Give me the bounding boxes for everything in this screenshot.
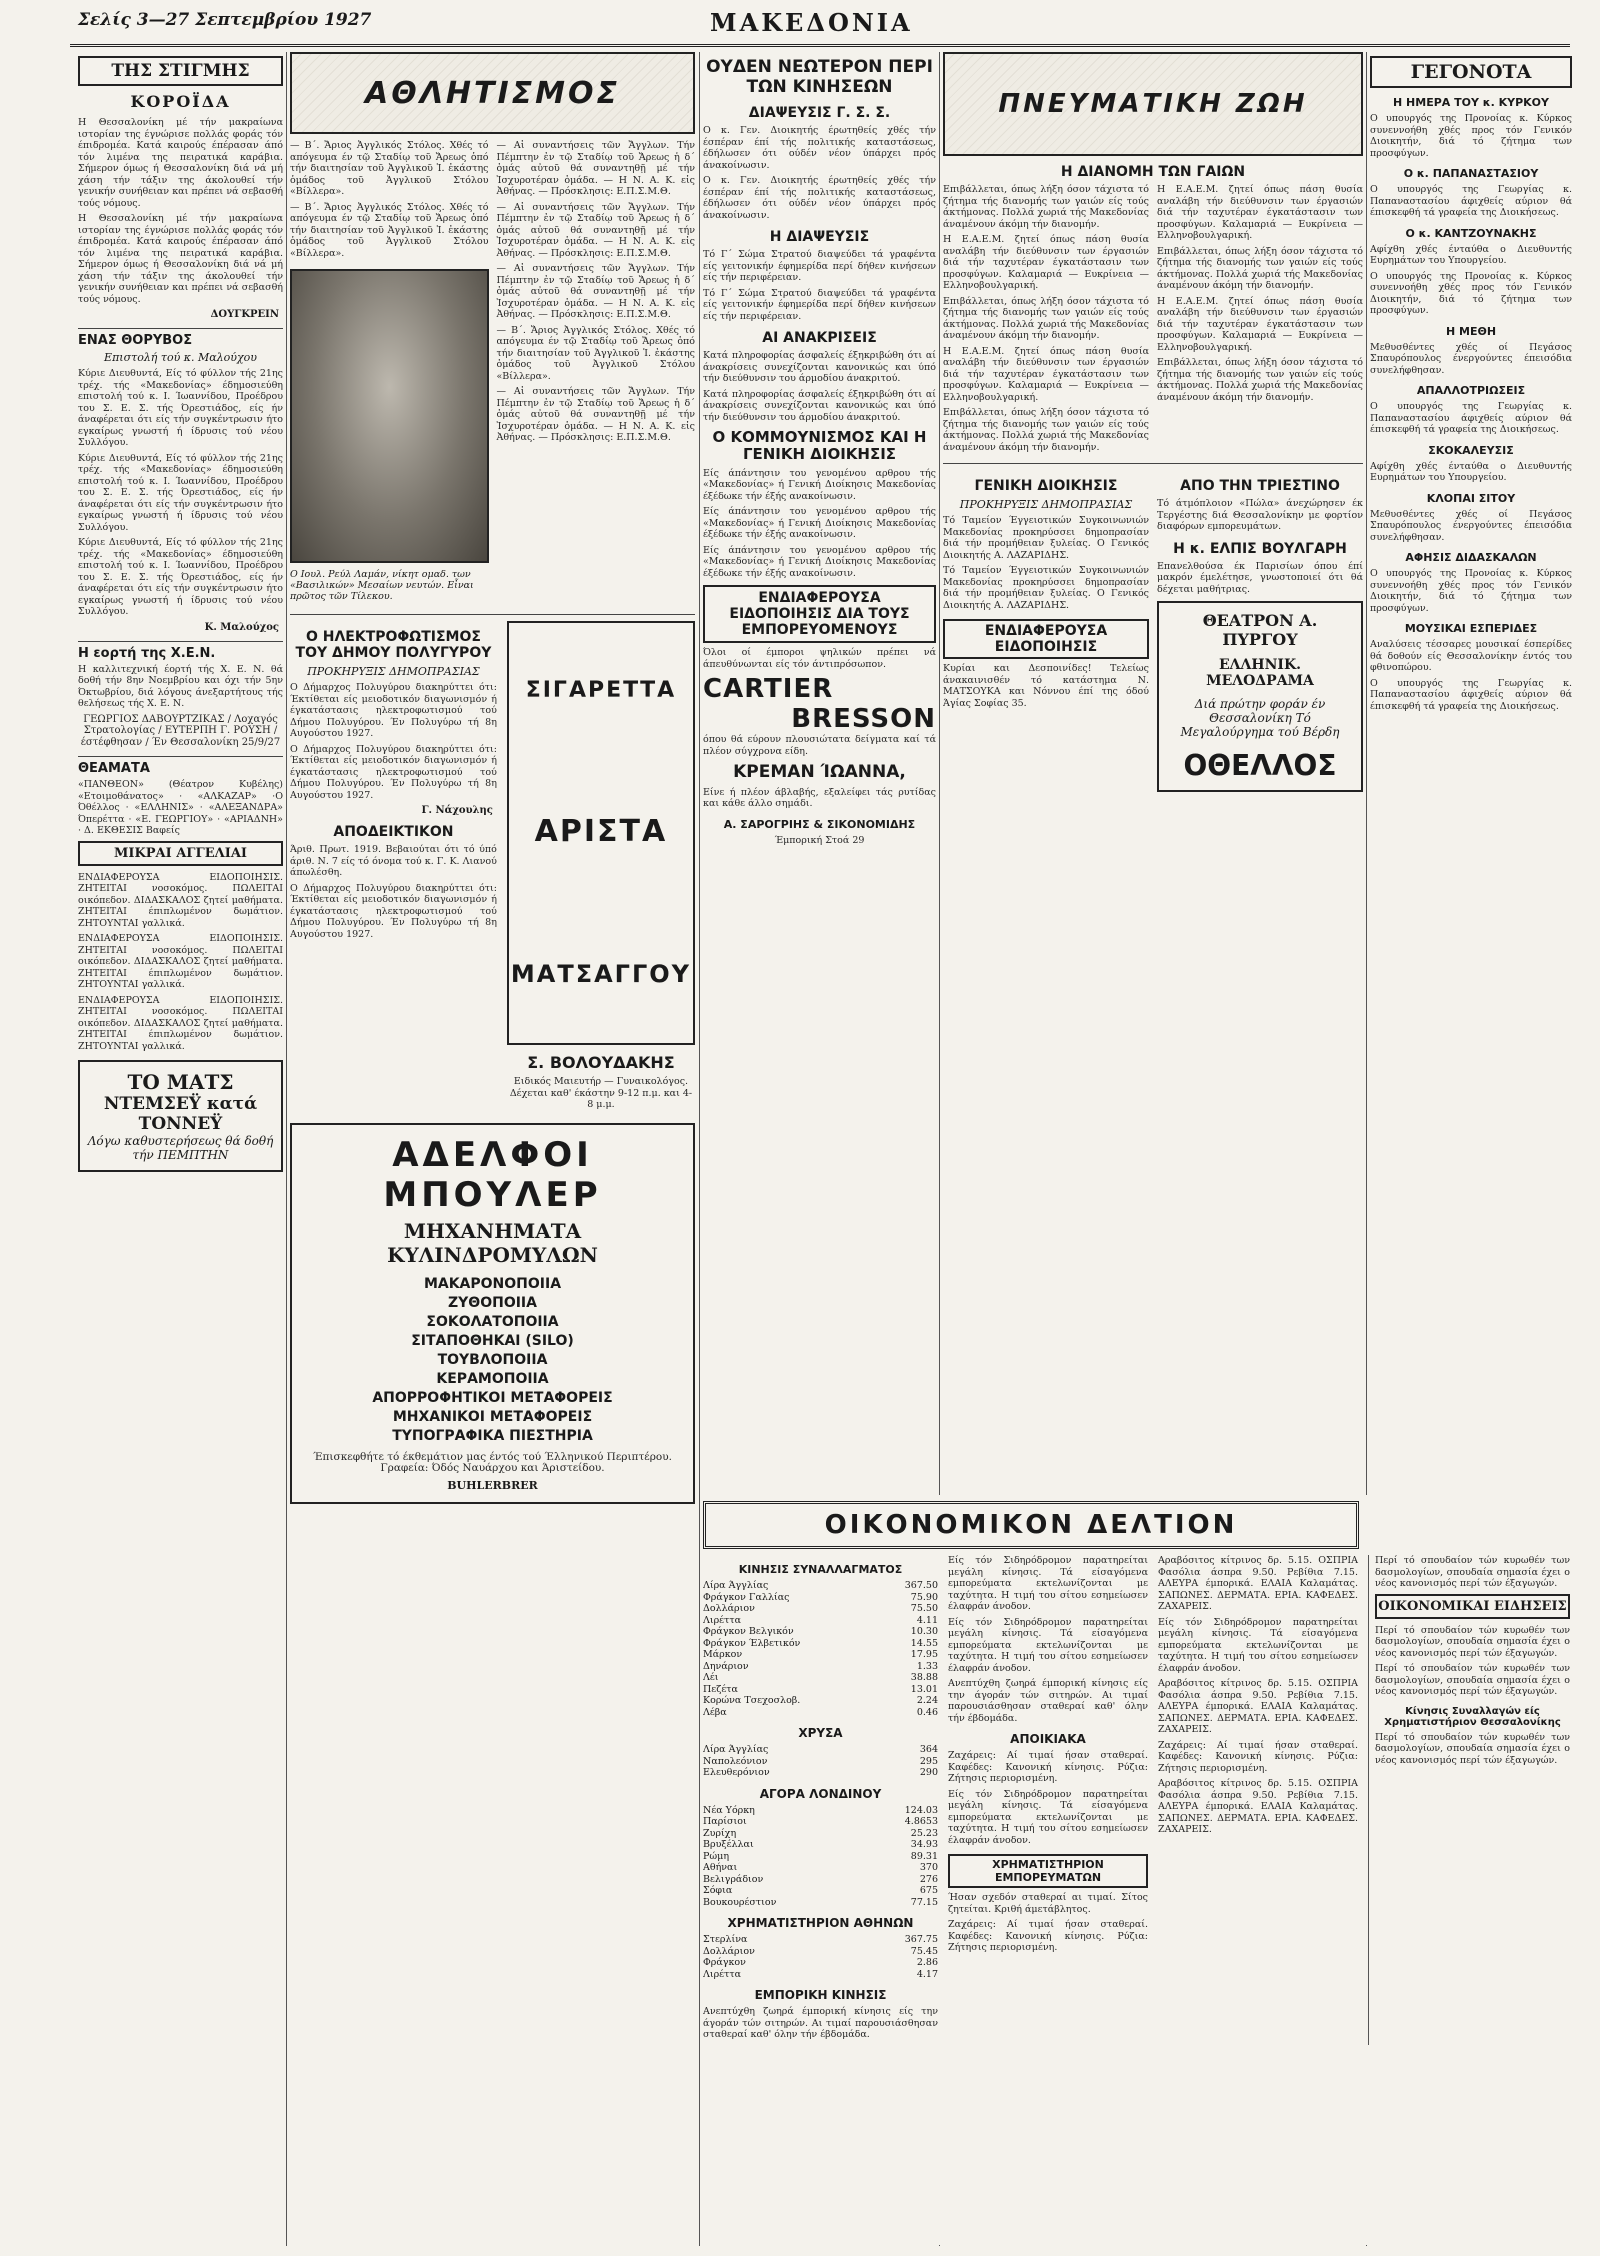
fx-value: 1.33 bbox=[916, 1660, 938, 1672]
fx-value: 17.95 bbox=[910, 1649, 938, 1660]
news-heading: ΚΛΟΠΑΙ ΣΙΤΟΥ bbox=[1426, 491, 1516, 505]
fx-label: Φράγκον Βελγικόν bbox=[703, 1626, 794, 1637]
land-body-cont2: Επιβάλλεται, όπως λήξη όσον τάχιστα τό ζήτημα τής διανομής των γαιών είς τούς άκτήμονας. Πολλά χωριά τής Μακεδονίας άναμένουν άκόμη τήν διανομήν. bbox=[943, 295, 1149, 341]
fx-row bbox=[703, 1672, 938, 1684]
theatre-ad bbox=[1157, 601, 1363, 792]
finance-right-body: Αραβόσιτος κίτρινος δρ. 5.15. ΟΣΠΡΙΑ Φασόλια άσπρα 9.50. Ρεβίθια 7.15. ΑΛΕΥΡΑ έμπορικά. ΕΛΑΙΑ Καλαμάτας. ΣΑΠΩΝΕΣ. ΔΕΡΜΑΤΑ. ΕΡΙΑ. ΚΑΦΕΔΕΣ. ΖΑΧΑΡΕΙΣ. bbox=[1158, 1555, 1358, 1612]
finance-col5-body: Περί τό σπουδαίον τών κυρωθέν των δασμολογίων, σπουδαία σημασία έχει ο νέος κανονισμός περί τών έξαγωγών. bbox=[1375, 1555, 1570, 1589]
land-body-cont4: Επιβάλλεται, όπως λήξη όσον τάχιστα τό ζήτημα τής διανομής των γαιών είς τούς άκτήμονας. Πολλά χωριά τής Μακεδονίας άναμένουν άκόμη τήν διανομήν. bbox=[943, 407, 1149, 453]
fx-value: 10.30 bbox=[910, 1626, 938, 1637]
news-heading: ΣΚΟΚΑΛΕΥΣΙΣ bbox=[1428, 443, 1514, 457]
london-label: Σόφια bbox=[703, 1885, 733, 1896]
fx-label: Πεζέτα bbox=[703, 1683, 738, 1695]
gold-row bbox=[703, 1767, 938, 1779]
buhler-product-item: ΤΥΠΟΓΡΑΦΙΚΑ ΠΙΕΣΤΗΡΙΑ bbox=[392, 1427, 593, 1444]
brand-cartier: CARTIER bbox=[703, 674, 834, 705]
event-body: Η καλλιτεχνική έορτή τής Χ. Ε. Ν. θά δοθή τήν 8ην Νοεμβρίου και όχι τήν 5ην Όκτωβρίου, διά λόγους άνεξαρτήτους τής θελήσεως τής Χ. Ε. Ν. bbox=[78, 663, 283, 709]
buhler-products bbox=[300, 1275, 685, 1446]
buhler-signature: BUHLERBRER bbox=[447, 1478, 538, 1492]
column-1 bbox=[78, 52, 283, 2246]
fx-row bbox=[703, 1684, 938, 1696]
athens-label: Φράγκον bbox=[703, 1957, 746, 1968]
communism-heading: Ο ΚΟΜΜΟΥΝΙΣΜΟΣ ΚΑΙ Η ΓΕΝΙΚΗ ΔΙΟΙΚΗΣΙΣ bbox=[712, 428, 927, 464]
london-value: 370 bbox=[919, 1862, 938, 1873]
news-body: Μεθυσθέντες χθές οί Πεγάσος Σπαυρόπουλος ένεργούντες έπεισόδια συνελήφθησαν. bbox=[1370, 341, 1572, 376]
buhler-footer: Έπισκεφθήτε τό έκθεμάτιον μας έντός τού Έλληνικού Περιπτέρου. Γραφεία: Όδός Ναυάρχου και Άριστείδου. bbox=[313, 1450, 672, 1474]
athens-heading: ΧΡΗΜΑΤΙΣΤΗΡΙΟΝ ΑΘΗΝΩΝ bbox=[727, 1916, 914, 1930]
athens-row bbox=[703, 1957, 938, 1969]
doctor-name: Σ. ΒΟΛΟΥΔΑΚΗΣ bbox=[527, 1053, 675, 1072]
fx-value: 367.50 bbox=[904, 1580, 938, 1591]
athens-value: 367.75 bbox=[904, 1934, 938, 1945]
electricity-heading: Ο ΗΛΕΚΤΡΟΦΩΤΙΣΜΟΣ ΤΟΥ ΔΗΜΟΥ ΠΟΛΥΓΥΡΟΥ bbox=[295, 629, 492, 661]
news-body: Ο υπουργός της Γεωργίας κ. Παπαναστασίου άφιχθείς αύριον θά έπισκεφθή τά γραφεία της Διοικήσεως. bbox=[1370, 401, 1572, 435]
trade-heading: ΕΜΠΟΡΙΚΗ ΚΙΝΗΣΙΣ bbox=[754, 1988, 887, 2002]
fx-table bbox=[703, 1580, 938, 1718]
fx-value: 38.88 bbox=[910, 1672, 938, 1683]
apoikiaka-body: Ζαχάρεις: Αί τιμαί ήσαν σταθεραί. Καφέδες: Κανονική κίνησις. Ρύζια: Ζήτησις περιορισμένη. bbox=[948, 1750, 1148, 1784]
news-heading: Ο κ. ΚΑΝΤΖΟΥΝΑΚΗΣ bbox=[1405, 226, 1537, 240]
receipt-body-cont: Ο Δήμαρχος Πολυγύρου διακηρύττει ότι: Έκτίθεται είς μειοδοτικόν διαγωνισμόν ή έγκατάστασις ηλεκτροφωτισμού τού Δήμου Πολυγύρου. Έν Πολυγύρω τή 8η Αυγούστου 1927. bbox=[290, 882, 497, 940]
denial-heading: Η ΔΙΑΨΕΥΣΙΣ bbox=[769, 229, 870, 246]
doctor-body: Ειδικός Μαιευτήρ — Γυναικολόγος. Δέχεται καθ' έκάστην 9-12 π.μ. και 4-8 μ.μ. bbox=[509, 1076, 693, 1110]
london-label: Παρίσιοι bbox=[703, 1816, 747, 1827]
theatre-ad-play: ΟΘΕΛΛΟΣ bbox=[1183, 749, 1337, 782]
voulgari-heading: Η κ. ΕΛΠΙΣ ΒΟΥΛΓΑΡΗ bbox=[1173, 540, 1347, 557]
fx-value: 14.55 bbox=[910, 1637, 938, 1649]
london-label: Ζυρίχη bbox=[703, 1827, 737, 1839]
wedding-notice: ΓΕΩΡΓΙΟΣ ΔΑΒΟΥΡΤΖΙΚΑΣ / Λοχαγός Στρατολογίας / ΕΥΤΕΡΠΗ Γ. ΡΟΥΣΗ / έστέφθησαν / Έν Θεσσαλονίκη 25/9/27 bbox=[80, 713, 281, 748]
paper-title: ΜΑΚΕΔΟΝΙΑ bbox=[710, 8, 913, 37]
london-value: 89.31 bbox=[910, 1850, 938, 1862]
fx-label: Κορώνα Τσεχοσλοβ. bbox=[703, 1695, 801, 1706]
athens-label: Δολλάριον bbox=[703, 1945, 755, 1957]
fx-row bbox=[703, 1615, 938, 1627]
news-body: Ο υπουργός της Γεωργίας κ. Παπαναστασίου άφιχθείς αύριον θά έπισκεφθή τά γραφεία της Διοικήσεως. bbox=[1370, 184, 1572, 218]
land-body-b: Η Ε.Α.Ε.Μ. ζητεί όπως πάση θυσία αναλάβη τήν διεύθυνσιν των έργασιών διά τήν ταχυτέραν έγκατάστασιν των προσφύγων. Καλαμαριά — Ευκρίνεια — Ελληνοβουλγαρική. bbox=[1157, 184, 1363, 241]
london-value: 77.15 bbox=[910, 1896, 938, 1908]
photo-caption: Ο Ιουλ. Ρεύλ Λαμάν, νίκητ ομαδ. των «Βασιλικών» Μεσαίων νευτών. Εἶναι πρῶτος τῶν Τίλεκου. bbox=[290, 569, 474, 602]
administration-body: Τό Ταμείον Έγγειοτικών Συγκοινωνιών Μακεδονίας προκηρύσσει δημοπρασίαν διά τήν προμήθειαν ξυλείας. Ο Γενικός Διοικητής Α. ΛΑΖΑΡΙΔΗΣ. bbox=[943, 515, 1149, 561]
athens-value: 4.17 bbox=[916, 1968, 938, 1980]
econ-news-body: Περί τό σπουδαίον τών κυρωθέν των δασμολογίων, σπουδαία σημασία έχει ο νέος κανονισμός περί τών έξαγωγών. bbox=[1375, 1624, 1570, 1659]
sport-article-b-cont: — Αἱ συναντήσεις τῶν Ἄγγλων. Τήν Πέμπτην ἐν τῷ Σταδίῳ τοῦ Ἄρεως ἡ δ΄ ὁμάς αὐτοῦ θά συναντηθῇ μέ τήν Ἰσχυροτέραν ὁμάδα. — Η Ν. Α. Κ. εἰς Ἀθήνας. — Πρόσκλησις: Ε.Π.Σ.Μ.Θ. bbox=[496, 201, 695, 259]
gold-label: Ναπολεόνιον bbox=[703, 1755, 768, 1767]
fx-row bbox=[703, 1661, 938, 1673]
london-label: Βουκουρέστιον bbox=[703, 1896, 777, 1908]
letter-body-cont: Κύριε Διευθυντά, Είς τό φύλλον τής 21ης τρέχ. τής «Μακεδονίας» έδημοσιεύθη επιστολή τού κ. Ι. Ίωαννίδου, Προέδρου του Σ. Ε. Σ. τής Όρεστιάδος, είς ήν άναφέρεται ότι είς τήν συγκέντρωσιν ήτο εγκαίρως γνωστή ή ίδρυσις τού νέου Συλλόγου. bbox=[78, 452, 283, 533]
letter-signature: Κ. Μαλούχος bbox=[204, 621, 279, 633]
buhler-product-item: ΣΙΤΑΠΟΘΗΚΑΙ (SILO) bbox=[411, 1332, 574, 1349]
section-title-box: ΤΗΣ ΣΤΙΓΜΗΣ bbox=[78, 56, 283, 86]
news-body: Αφίχθη χθές ένταύθα ο Διευθυντής Ευρημάτων του Υπουργείου. bbox=[1370, 460, 1572, 483]
divider bbox=[290, 614, 695, 615]
trieste-heading: ΑΠΟ ΤΗΝ ΤΡΙΕΣΤΙΝΟ bbox=[1180, 478, 1340, 494]
classifieds-heading: ΜΙΚΡΑΙ ΑΓΓΕΛΙΑΙ bbox=[78, 841, 283, 866]
exchange-heading: ΧΡΗΜΑΤΙΣΤΗΡΙΟΝ ΕΜΠΟΡΕΥΜΑΤΩΝ bbox=[948, 1854, 1148, 1888]
brand-body: όπου θά εύρουν πλουσιώτατα δείγματα καί τά πλέον σύγχρονα είδη. bbox=[703, 734, 936, 757]
news-heading: ΜΟΥΣΙΚΑΙ ΕΣΠΕΡΙΔΕΣ bbox=[1404, 622, 1538, 635]
buhler-product-item: ΖΥΘΟΠΟΙΙΑ bbox=[448, 1294, 537, 1311]
london-label: Βρυξέλλαι bbox=[703, 1839, 754, 1850]
exchange-body: Ήσαν σχεδόν σταθεραί αι τιμαί. Σίτος ζητείται. Κριθή άμετάβλητος. bbox=[948, 1892, 1148, 1915]
fx-label: Μάρκον bbox=[703, 1649, 743, 1660]
london-row bbox=[703, 1805, 938, 1817]
buhler-product-item: ΜΗΧΑΝΙΚΟΙ ΜΕΤΑΦΟΡΕΙΣ bbox=[392, 1408, 593, 1425]
athlete-photo bbox=[290, 269, 489, 563]
denial-body: Τό Γ΄ Σώμα Στρατού διαψεύδει τά γραφέντα είς γειτονικήν έφημερίδα περί δήθεν κινήσεων είς τήν περιφέρειαν. bbox=[703, 249, 936, 284]
news-body: Ο υπουργός της Προνοίας κ. Κύρκος συνεννοήθη χθές προς τόν Γενικόν Διοικητήν, διά τό ζήτημα των προσφύγων. bbox=[1370, 270, 1572, 316]
match-ad bbox=[78, 1060, 283, 1172]
divider bbox=[943, 463, 1363, 464]
fx-row bbox=[703, 1707, 938, 1719]
london-row bbox=[703, 1874, 938, 1886]
fx-row bbox=[703, 1580, 938, 1592]
communism-body-cont2: Είς άπάντησιν του γενομένου αρθρου τής «Μακεδονίας» ή Γενική Διοίκησις Μακεδονίας έξέδωκε τήν έξής ανακοίνωσιν. bbox=[703, 544, 936, 579]
london-row bbox=[703, 1862, 938, 1874]
london-value: 34.93 bbox=[910, 1839, 938, 1850]
news-body: Ο υπουργός της Προνοίας κ. Κύρκος συνεννοήθη χθές προς τόν Γενικόν Διοικητήν, διά τό ζήτημα των προσφύγων. bbox=[1370, 113, 1572, 159]
athens-label: Λιρέττα bbox=[703, 1968, 742, 1980]
fx-value: 0.46 bbox=[916, 1706, 938, 1718]
match-title: ΤΟ ΜΑΤΣ bbox=[127, 1070, 234, 1094]
london-row bbox=[703, 1897, 938, 1909]
inquiry-heading: ΑΙ ΑΝΑΚΡΙΣΕΙΣ bbox=[762, 330, 877, 347]
lead-body-cont: Ο κ. Γεν. Διοικητής έρωτηθείς χθές τήν έσπέραν έπί τής πολιτικής καταστάσεως, έδήλωσεν ότι ούδέν νέον ύπάρχει πρός άνακοίνωσιν. bbox=[703, 175, 936, 221]
london-label: Αθήναι bbox=[703, 1862, 738, 1873]
fx-row bbox=[703, 1638, 938, 1650]
apoikiaka-heading: ΑΠΟΙΚΙΑΚΑ bbox=[1010, 1732, 1086, 1746]
finance-mid-body-cont: Είς τόν Σιδηρόδρομον παρατηρείται μεγάλη κίνησις. Τά είσαγόμενα εμπορεύματα εκτελωνίζονται με ταχύτητα. Η τιμή του σίτου εσημείωσεν έλαφράν άνοδον. bbox=[948, 1616, 1148, 1674]
gold-row bbox=[703, 1756, 938, 1768]
fx-row bbox=[703, 1626, 938, 1638]
apoikiaka-body-cont: Είς τόν Σιδηρόδρομον παρατηρείται μεγάλη κίνησις. Τά είσαγόμενα εμπορεύματα εκτελωνίζονται με ταχύτητα. Η τιμή του σίτου εσημείωσεν έλαφράν άνοδον. bbox=[948, 1788, 1148, 1846]
exchange-body-cont: Ζαχάρεις: Αί τιμαί ήσαν σταθεραί. Καφέδες: Κανονική κίνησις. Ρύζια: Ζήτησις περιορισμένη. bbox=[948, 1919, 1148, 1953]
london-value: 276 bbox=[919, 1873, 938, 1885]
london-row bbox=[703, 1839, 938, 1851]
london-label: Νέα Υόρκη bbox=[703, 1804, 755, 1816]
fx-value: 75.90 bbox=[910, 1591, 938, 1603]
athens-label: Στερλίνα bbox=[703, 1934, 748, 1945]
event-heading: Η εορτή της Χ.Ε.Ν. bbox=[78, 641, 283, 661]
news-heading: ΑΠΑΛΛΟΤΡΙΩΣΕΙΣ bbox=[1416, 384, 1526, 397]
letter-heading: Επιστολή τού κ. Μαλούχου bbox=[104, 351, 257, 364]
theatre-ad-body: Διά πρώτην φοράν έν Θεσσαλονίκη Τό Μεγαλούργημα τού Βέρδη bbox=[1180, 697, 1340, 739]
administration-subheading: ΠΡΟΚΗΡΥΞΙΣ ΔΗΜΟΠΡΑΣΙΑΣ bbox=[959, 498, 1133, 511]
buhler-product-item: ΤΟΥΒΛΟΠΟΙΙΑ bbox=[437, 1351, 548, 1368]
athens-value: 75.45 bbox=[910, 1945, 938, 1957]
communism-body: Είς άπάντησιν του γενομένου αρθρου τής «Μακεδονίας» ή Γενική Διοίκησις Μακεδονίας έξέδωκε τήν έξής ανακοίνωσιν. bbox=[703, 467, 936, 502]
finance-right-body-cont: Είς τόν Σιδηρόδρομον παρατηρείται μεγάλη κίνησις. Τά είσαγόμενα εμπορεύματα εκτελωνίζονται με ταχύτητα. Η τιμή του σίτου εσημείωσεν έλαφράν άνοδον. bbox=[1158, 1616, 1358, 1674]
finance-right-body-cont3: Ζαχάρεις: Αί τιμαί ήσαν σταθεραί. Καφέδες: Κανονική κίνησις. Ρύζια: Ζήτησις περιορισμένη. bbox=[1158, 1739, 1358, 1774]
gold-row bbox=[703, 1744, 938, 1756]
gold-value: 295 bbox=[919, 1755, 938, 1767]
fx-label: Λέβα bbox=[703, 1706, 727, 1718]
article-kicker: ΚΟΡΟΪΔΑ bbox=[130, 92, 231, 111]
inquiry-body: Κατά πληροφορίας άσφαλείς έξηκριβώθη ότι αί άνακρίσεις συνεχίζονται κανονικώς και ύπό τήν διεύθυνσιν του άρμοδίου άνακριτού. bbox=[703, 350, 936, 385]
match-note: Λόγω καθυστερήσεως θά δοθή τήν ΠΕΜΠΤΗΝ bbox=[87, 1134, 274, 1162]
denial-body-cont: Τό Γ΄ Σώμα Στρατού διαψεύδει τά γραφέντα είς γειτονικήν έφημερίδα περί δήθεν κινήσεων είς τήν περιφέρειαν. bbox=[703, 287, 936, 322]
communism-body-cont: Είς άπάντησιν του γενομένου αρθρου τής «Μακεδονίας» ή Γενική Διοίκησις Μακεδονίας έξέδωκε τήν έξής ανακοίνωσιν. bbox=[703, 506, 936, 541]
match-line: ΤΟΝΝΕΫ bbox=[138, 1114, 223, 1134]
news-body: Ο υπουργός της Προνοίας κ. Κύρκος συνεννοήθη χθές προς τόν Γενικόν Διοικητήν, διά τό ζήτημα των προσφύγων. bbox=[1370, 568, 1572, 614]
cigarette-ad-line: ΑΡΙΣΤΑ bbox=[534, 813, 668, 849]
electricity-signature: Γ. Νάχουλης bbox=[421, 805, 493, 816]
sport-article-c-cont2: — Αἱ συναντήσεις τῶν Ἄγγλων. Τήν Πέμπτην ἐν τῷ Σταδίῳ τοῦ Ἄρεως ἡ δ΄ ὁμάς αὐτοῦ θά συναντηθῇ μέ τήν Ἰσχυροτέραν ὁμάδα. — Η Ν. Α. Κ. εἰς Ἀθήνας. — Πρόσκλησις: Ε.Π.Σ.Μ.Θ. bbox=[496, 386, 695, 443]
news-heading: Η ΜΕΘΗ bbox=[1445, 324, 1497, 338]
fx-row bbox=[703, 1592, 938, 1604]
news-heading: ΑΦΗΣΙΣ ΔΙΔΑΣΚΑΛΩΝ bbox=[1405, 551, 1537, 564]
land-body-b-cont2: Η Ε.Α.Ε.Μ. ζητεί όπως πάση θυσία αναλάβη τήν διεύθυνσιν των έργασιών διά τήν ταχυτέραν έγκατάστασιν των προσφύγων. Καλαμαριά — Ευκρίνεια — Ελληνοβουλγαρική. bbox=[1157, 295, 1363, 353]
finance-mid-body-cont2: Ανεπτύχθη ζωηρά έμπορική κίνησις είς την άγοράν τών σιτηρών. Αι τιμαί παρουσιάσθησαν σταθεραί καθ' όλην τήν έβδομάδα. bbox=[948, 1678, 1148, 1724]
buhler-title: ΑΔΕΛΦΟΙ ΜΠΟΥΛΕΡ bbox=[383, 1134, 602, 1215]
article-signature: ΔΟΥΓΚΡΕΙΝ bbox=[210, 309, 279, 320]
finance-right-body-cont2: Αραβόσιτος κίτρινος δρ. 5.15. ΟΣΠΡΙΑ Φασόλια άσπρα 9.50. Ρεβίθια 7.15. ΑΛΕΥΡΑ έμπορικά. ΕΛΑΙΑ Καλαμάτας. ΣΑΠΩΝΕΣ. ΔΕΡΜΑΤΑ. ΕΡΙΑ. ΚΑΦΕΔΕΣ. ΖΑΧΑΡΕΙΣ. bbox=[1158, 1678, 1358, 1735]
news-body: Αφίχθη χθές ένταύθα ο Διευθυντής Ευρημάτων του Υπουργείου. bbox=[1370, 243, 1572, 266]
classifieds-body-cont2: ΕΝΔΙΑΦΕΡΟΥΣΑ ΕΙΔΟΠΟΙΗΣΙΣ. ΖΗΤΕΙΤΑΙ νοσοκόμος. ΠΩΛΕΙΤΑΙ οικόπεδον. ΔΙΔΑΣΚΑΛΟΣ ζητεί μαθήματα. ΖΗΤΕΙΤΑΙ έπιπλωμένον δωμάτιον. ΖΗΤΟΥΝΤΑΙ γαλλικά. bbox=[78, 994, 283, 1052]
brand-bresson: BRESSON bbox=[791, 704, 936, 735]
news-heading: Η ΗΜΕΡΑ ΤΟΥ κ. ΚΥΡΚΟΥ bbox=[1393, 96, 1549, 109]
receipt-heading: ΑΠΟΔΕΙΚΤΙΚΟΝ bbox=[333, 824, 454, 840]
land-body-b-cont3: Επιβάλλεται, όπως λήξη όσον τάχιστα τό ζήτημα τής διανομής των γαιών είς τούς άκτήμονας. Πολλά χωριά τής Μακεδονίας άναμένουν άκόμη τήν διανομήν. bbox=[1157, 357, 1363, 403]
finance-tables bbox=[703, 1555, 938, 2045]
article-body: Η Θεσσαλονίκη μέ τήν μακραίωνα ιστορίαν της έγνώρισε πολλάς φοράς τόν έπιδρομέα. Κατά καιρούς έπέρασαν άπό τόν λιμένα της πειρατικά καράβια. Σήμερον όμως ή Θεσσαλονίκη διά νά μή χάση τήν τάξιν της άκολουθεί τήν γενικήν συνήθειαν και πρέπει νά σεβασθή τούς νόμους. bbox=[78, 117, 283, 209]
electricity-body-cont: Ο Δήμαρχος Πολυγύρου διακηρύττει ότι: Έκτίθεται είς μειοδοτικόν διαγωνισμόν ή έγκατάστασις ηλεκτροφωτισμού τού Δήμου Πολυγύρου. Έν Πολυγύρω τή 8η Αυγούστου 1927. bbox=[290, 743, 497, 801]
fx-label: Λέι bbox=[703, 1672, 719, 1683]
administration-body-cont: Τό Ταμείον Έγγειοτικών Συγκοινωνιών Μακεδονίας προκηρύσσει δημοπρασίαν διά τήν προμήθειαν ξυλείας. Ο Γενικός Διοικητής Α. ΛΑΖΑΡΙΔΗΣ. bbox=[943, 565, 1149, 611]
electricity-subheading: ΠΡΟΚΗΡΥΞΙΣ ΔΗΜΟΠΡΑΣΙΑΣ bbox=[307, 665, 480, 678]
news-body: Αναλύσεις τέσσαρες μουσικαί έσπερίδες θά δοθούν είς Θεσσαλονίκην έντός του φθινοπώρου. bbox=[1370, 639, 1572, 673]
london-label: Ρώμη bbox=[703, 1850, 730, 1862]
fx-label: Λίρα Άγγλίας bbox=[703, 1580, 769, 1591]
shop-address: Έμπορική Στοά 29 bbox=[774, 834, 865, 846]
letter-body: Κύριε Διευθυντά, Είς τό φύλλον τής 21ης τρέχ. τής «Μακεδονίας» έδημοσιεύθη επιστολή τού κ. Ι. Ίωαννίδου, Προέδρου του Σ. Ε. Σ. τής Όρεστιάδος, είς ήν άναφέρεται ότι είς τήν συγκέντρωσιν ήτο εγκαίρως γνωστή ή ίδρυσις τού νέου Συλλόγου. bbox=[78, 368, 283, 448]
gold-value: 364 bbox=[919, 1744, 938, 1755]
gold-table bbox=[703, 1744, 938, 1779]
finance-section bbox=[703, 1495, 1571, 2245]
cigarette-ad-line: ΣΙΓΑΡΕΤΤΑ bbox=[525, 678, 677, 704]
cigarette-ad bbox=[507, 621, 695, 1045]
theatre-ad-subtitle: ΕΛΛΗΝΙΚ. ΜΕΛΟΔΡΑΜΑ bbox=[1206, 657, 1314, 689]
letter-body-cont2: Κύριε Διευθυντά, Είς τό φύλλον τής 21ης τρέχ. τής «Μακεδονίας» έδημοσιεύθη επιστολή τού κ. Ι. Ίωαννίδου, Προέδρου του Σ. Ε. Σ. τής Όρεστιάδος, είς ήν άναφέρεται ότι είς τήν συγκέντρωσιν ήτο εγκαίρως γνωστή ή ίδρυσις τού νέου Συλλόγου. bbox=[78, 537, 283, 617]
fx-row bbox=[703, 1695, 938, 1707]
fx-label: Λιρέττα bbox=[703, 1614, 742, 1626]
land-body-b-cont: Επιβάλλεται, όπως λήξη όσον τάχιστα τό ζήτημα τής διανομής των γαιών είς τούς άκτήμονας. Πολλά χωριά τής Μακεδονίας άναμένουν άκόμη τήν διανομήν. bbox=[1157, 245, 1363, 291]
sport-article-c-cont: — Β΄. Ἄριος Ἀγγλικός Στόλος. Χθές τό απόγευμα έν τῷ Σταδίῳ τοῦ Ἄρεως ὁπό τήν διαιτησίαν τοῦ Ἀγγλικοῦ Ἱ. ἐκάστης ὁμάδος τοῦ Ἀγγλικοῦ Στόλου «Βίλλερα». bbox=[496, 324, 695, 382]
voulgari-body: Επανελθούσα έκ Παρισίων όπου έπί μακρόν έμελέτησε, γνωστοποιεί ότι θά δέχεται μαθήτριας. bbox=[1157, 560, 1363, 595]
lead-heading: ΟΥΔΕΝ ΝΕΩΤΕΡΟΝ ΠΕΡΙ ΤΩΝ ΚΙΝΗΣΕΩΝ bbox=[706, 57, 933, 97]
econ-news-heading: ΟΙΚΟΝΟΜΙΚΑΙ ΕΙΔΗΣΕΙΣ bbox=[1375, 1594, 1570, 1619]
athens-row bbox=[703, 1969, 938, 1981]
shop-name: Α. ΣΑΡΟΓΡΙΗΣ & ΣΙΚΟΝΟΜΙΔΗΣ bbox=[723, 817, 916, 831]
classifieds-body: ΕΝΔΙΑΦΕΡΟΥΣΑ ΕΙΔΟΠΟΙΗΣΙΣ. ΖΗΤΕΙΤΑΙ νοσοκόμος. ΠΩΛΕΙΤΑΙ οικόπεδον. ΔΙΔΑΣΚΑΛΟΣ ζητεί μαθήματα. ΖΗΤΕΙΤΑΙ έπιπλωμένον δωμάτιον. ΖΗΤΟΥΝΤΑΙ γαλλικά. bbox=[78, 871, 283, 929]
econ-news-body-cont2: Περί τό σπουδαίον τών κυρωθέν των δασμολογίων, σπουδαία σημασία έχει ο νέος κανονισμός περί τών έξαγωγών. bbox=[1375, 1731, 1570, 1766]
sports-banner: ΑΘΛΗΤΙΣΜΟΣ bbox=[290, 52, 695, 134]
finance-mid-body: Είς τόν Σιδηρόδρομον παρατηρείται μεγάλη κίνησις. Τά είσαγόμενα εμπορεύματα εκτελωνίζονται με ταχύτητα. Η τιμή του σίτου εσημείωσεν έλαφράν άνοδον. bbox=[948, 1555, 1148, 1612]
fx-label: Φράγκον Έλβετικόν bbox=[703, 1637, 801, 1649]
london-table bbox=[703, 1805, 938, 1909]
london-value: 25.23 bbox=[910, 1827, 938, 1839]
receipt-body: Άριθ. Πρωτ. 1919. Βεβαιούται ότι τό ύπό άριθ. Ν. 7 είς τό όνομα τού κ. Γ. Κ. Λιανού άπωλέσθη. bbox=[290, 844, 497, 878]
cigarette-brand: ΜΑΤΣΑΓΓΟΥ bbox=[510, 959, 692, 988]
london-value: 124.03 bbox=[904, 1804, 938, 1816]
intellectual-life-banner: ΠΝΕΥΜΑΤΙΚΗ ΖΩΗ bbox=[943, 52, 1363, 156]
london-value: 4.8653 bbox=[904, 1816, 938, 1827]
econ-news-body-cont: Περί τό σπουδαίον τών κυρωθέν των δασμολογίων, σπουδαία σημασία έχει ο νέος κανονισμός περί τών έξαγωγών. bbox=[1375, 1663, 1570, 1697]
land-body: Επιβάλλεται, όπως λήξη όσον τάχιστα τό ζήτημα τής διανομής των γαιών είς τούς άκτήμονας. Πολλά χωριά τής Μακεδονίας άναμένουν άκόμη τήν διανομήν. bbox=[943, 184, 1149, 230]
article-body-cont: Η Θεσσαλονίκη μέ τήν μακραίωνα ιστορίαν της έγνώρισε πολλάς φοράς τόν έπιδρομέα. Κατά καιρούς έπέρασαν άπό τόν λιμένα της πειρατικά καράβια. Σήμερον όμως ή Θεσσαλονίκη διά νά μή χάση τήν τάξιν της άκολουθεί τήν γενικήν συνήθειαν και πρέπει νά σεβασθή τούς νόμους. bbox=[78, 213, 283, 305]
market-line: Κίνησις Συναλλαγών είς Χρηματιστήριον Θεσσαλονίκης bbox=[1384, 1705, 1561, 1728]
finance-right-body-cont4: Αραβόσιτος κίτρινος δρ. 5.15. ΟΣΠΡΙΑ Φασόλια άσπρα 9.50. Ρεβίθια 7.15. ΑΛΕΥΡΑ έμπορικά. ΕΛΑΙΑ Καλαμάτας. ΣΑΠΩΝΕΣ. ΔΕΡΜΑΤΑ. ΕΡΙΑ. ΚΑΦΕΔΕΣ. ΖΑΧΑΡΕΙΣ. bbox=[1158, 1778, 1358, 1835]
buhler-ad bbox=[290, 1123, 695, 1504]
cream-heading: ΚΡΕΜΑΝ ΊΩΑΝΝΑ, bbox=[733, 762, 906, 783]
electricity-body: Ο Δήμαρχος Πολυγύρου διακηρύττει ότι: Έκτίθεται είς μειοδοτικόν διαγωνισμόν ή έγκατάστασις ηλεκτροφωτισμού τού Δήμου Πολυγύρου. Έν Πολυγύρω τή 8η Αυγούστου 1927. bbox=[290, 682, 497, 739]
athens-value: 2.86 bbox=[916, 1957, 938, 1968]
news-heading: Ο κ. ΠΑΠΑΝΑΣΤΑΣΙΟΥ bbox=[1403, 167, 1539, 180]
london-row bbox=[703, 1816, 938, 1828]
fx-label: Φράγκον Γαλλίας bbox=[703, 1591, 790, 1603]
section-heading: ΕΝΑΣ ΘΟΡΥΒΟΣ bbox=[78, 328, 283, 348]
gold-label: Ελευθερόνιον bbox=[703, 1767, 770, 1778]
sport-article-cont: — Β΄. Ἄριος Ἀγγλικός Στόλος. Χθές τό απόγευμα έν τῷ Σταδίῳ τοῦ Ἄρεως ὁπό τήν διαιτησίαν τοῦ Ἀγγλικοῦ Ἱ. ἐκάστης ὁμάδος τοῦ Ἀγγλικοῦ Στόλου «Βίλλερα». bbox=[290, 201, 489, 259]
merchants-notice-body: Όλοι οί έμποροι ψηλικών πρέπει νά άπευθύνωνται είς τόν άντιπρόσωπον. bbox=[703, 647, 936, 670]
buhler-product-item: ΚΕΡΑΜΟΠΟΙΙΑ bbox=[436, 1370, 549, 1387]
news-body: Ο υπουργός της Γεωργίας κ. Παπαναστασίου άφιχθείς αύριον θά έπισκεφθή τά γραφεία της Διοικήσεως. bbox=[1370, 677, 1572, 712]
classifieds-body-cont: ΕΝΔΙΑΦΕΡΟΥΣΑ ΕΙΔΟΠΟΙΗΣΙΣ. ΖΗΤΕΙΤΑΙ νοσοκόμος. ΠΩΛΕΙΤΑΙ οικόπεδον. ΔΙΔΑΣΚΑΛΟΣ ζητεί μαθήματα. ΖΗΤΕΙΤΑΙ έπιπλωμένον δωμάτιον. ΖΗΤΟΥΝΤΑΙ γαλλικά. bbox=[78, 933, 283, 990]
land-body-cont: Η Ε.Α.Ε.Μ. ζητεί όπως πάση θυσία αναλάβη τήν διεύθυνσιν των έργασιών διά τήν ταχυτέραν έγκατάστασιν των προσφύγων. Καλαμαριά — Ευκρίνεια — Ελληνοβουλγαρική. bbox=[943, 234, 1149, 291]
land-body-cont3: Η Ε.Α.Ε.Μ. ζητεί όπως πάση θυσία αναλάβη τήν διεύθυνσιν των έργασιών διά τήν ταχυτέραν έγκατάστασιν των προσφύγων. Καλαμαριά — Ευκρίνεια — Ελληνοβουλγαρική. bbox=[943, 345, 1149, 403]
news-body: Μεθυσθέντες χθές οί Πεγάσος Σπαυρόπουλος ένεργούντες έπεισόδια συνελήφθησαν. bbox=[1370, 508, 1572, 543]
issue-date: Σελίς 3—27 Σεπτεμβρίου 1927 bbox=[78, 10, 372, 30]
match-line: ΝΤΕΜΣΕΫ κατά bbox=[103, 1094, 258, 1114]
fx-value: 13.01 bbox=[910, 1683, 938, 1695]
london-heading: ΑΓΟΡΑ ΛΟΝΔΙΝΟΥ bbox=[759, 1786, 882, 1801]
london-row bbox=[703, 1828, 938, 1840]
athens-row bbox=[703, 1946, 938, 1958]
london-value: 675 bbox=[919, 1885, 938, 1896]
gold-label: Λίρα Άγγλίας bbox=[703, 1744, 769, 1755]
lead-body: Ο κ. Γεν. Διοικητής έρωτηθείς χθές τήν έσπέραν έπί τής πολιτικής καταστάσεως, έδήλωσεν ότι ούδέν νέον ύπάρχει πρός άνακοίνωσιν. bbox=[703, 125, 936, 171]
land-heading: Η ΔΙΑΝΟΜΗ ΤΩΝ ΓΑΙΩΝ bbox=[1060, 164, 1246, 180]
fx-row bbox=[703, 1649, 938, 1661]
buhler-product-item: ΣΟΚΟΛΑΤΟΠΟΙΙΑ bbox=[426, 1313, 559, 1330]
news-box-title: ΓΕΓΟΝΟΤΑ bbox=[1370, 56, 1572, 88]
fx-row bbox=[703, 1603, 938, 1615]
fx-value: 2.24 bbox=[916, 1695, 938, 1706]
notice-body: Κυρίαι και Δεσποινίδες! Τελείως άνακαινισθέν τό κατάστημα Ν. ΜΑΤΣΟΥΚΑ και Νόννου έπί της όδού Άγίας Σοφίας 35. bbox=[943, 663, 1149, 709]
buhler-subtitle: ΜΗΧΑΝΗΜΑΤΑ ΚΥΛΙΝΔΡΟΜΥΛΩΝ bbox=[387, 1218, 598, 1267]
merchants-notice-heading: ΕΝΔΙΑΦΕΡΟΥΣΑ ΕΙΔΟΠΟΙΗΣΙΣ ΔΙΑ ΤΟΥΣ ΕΜΠΟΡΕΥΟΜΕΝΟΥΣ bbox=[703, 585, 936, 643]
column-rule bbox=[699, 52, 700, 2246]
buhler-product-item: ΑΠΟΡΡΟΦΗΤΙΚΟΙ ΜΕΤΑΦΟΡΕΙΣ bbox=[372, 1389, 613, 1406]
london-row bbox=[703, 1885, 938, 1897]
administration-heading: ΓΕΝΙΚΗ ΔΙΟΙΚΗΣΙΣ bbox=[974, 478, 1118, 494]
theatre-heading: ΘΕΑΜΑΤΑ bbox=[78, 756, 283, 776]
gold-value: 290 bbox=[919, 1767, 938, 1778]
lead-subheading: ΔΙΑΨΕΥΣΙΣ Γ. Σ. Σ. bbox=[748, 105, 891, 122]
masthead bbox=[70, 4, 1570, 47]
trieste-body: Τό άτμόπλοιον «Πώλα» άνεχώρησεν έκ Τεργέστης διά Θεσσαλονίκην με φορτίον διαφόρων εμπορευμάτων. bbox=[1157, 498, 1363, 532]
notice-heading: ΕΝΔΙΑΦΕΡΟΥΣΑ ΕΙΔΟΠΟΙΗΣΙΣ bbox=[943, 619, 1149, 659]
finance-title: ΟΙΚΟΝΟΜΙΚΟΝ ΔΕΛΤΙΟΝ bbox=[703, 1501, 1359, 1549]
trade-body: Ανεπτύχθη ζωηρά έμπορική κίνησις είς την άγοράν τών σιτηρών. Αι τιμαί παρουσιάσθησαν σταθεραί καθ' όλην τήν έβδομάδα. bbox=[703, 2006, 938, 2040]
london-row bbox=[703, 1851, 938, 1863]
column-2 bbox=[290, 52, 695, 2246]
athens-row bbox=[703, 1934, 938, 1946]
buhler-product-item: ΜΑΚΑΡΟΝΟΠΟΙΙΑ bbox=[423, 1275, 562, 1292]
fx-label: Δολλάριον bbox=[703, 1603, 755, 1614]
fx-value: 75.50 bbox=[910, 1603, 938, 1614]
sport-article-c: — Αἱ συναντήσεις τῶν Ἄγγλων. Τήν Πέμπτην ἐν τῷ Σταδίῳ τοῦ Ἄρεως ἡ δ΄ ὁμάς αὐτοῦ θά συναντηθῇ μέ τήν Ἰσχυροτέραν ὁμάδα. — Η Ν. Α. Κ. εἰς Ἀθήνας. — Πρόσκλησις: Ε.Π.Σ.Μ.Θ. bbox=[496, 263, 695, 320]
gold-heading: ΧΡΥΣΑ bbox=[798, 1726, 843, 1740]
fx-label: Δηνάριον bbox=[703, 1660, 749, 1672]
fx-value: 4.11 bbox=[916, 1614, 938, 1626]
theatre-body: «ΠΑΝΘΕΟΝ» (Θέατρον Κυβέλης) «Ετοιμοθάνατος» · «ΑΛΚΑΖΑΡ» ·Ο Όθέλλος · «ΕΛΛΗΝΙΣ» · «ΑΛΕΞΑΝΔΡΑ» Όπερέττα · «Ε. ΓΕΩΡΓΙΟΥ» · «ΑΡΙΑΔΝΗ» · Δ. ΕΚΘΕΣΙΣ Βαφείς bbox=[78, 779, 283, 836]
sport-article: — Β΄. Ἄριος Ἀγγλικός Στόλος. Χθές τό απόγευμα έν τῷ Σταδίῳ τοῦ Ἄρεως ὁπό τήν διαιτησίαν τοῦ Ἀγγλικοῦ Ἱ. ἐκάστης ὁμάδος τοῦ Ἀγγλικοῦ Στόλου «Βίλλερα». bbox=[290, 140, 489, 197]
cream-body: Είνε ή πλέον άβλαβής, εξαλείφει τάς ρυτίδας και κάθε άλλο σημάδι. bbox=[703, 786, 936, 810]
athens-table bbox=[703, 1934, 938, 1980]
london-label: Βελιγράδιον bbox=[703, 1873, 764, 1885]
fx-heading: ΚΙΝΗΣΙΣ ΣΥΝΑΛΛΑΓΜΑΤΟΣ bbox=[738, 1563, 903, 1576]
column-rule bbox=[286, 52, 287, 2246]
inquiry-body-cont: Κατά πληροφορίας άσφαλείς έξηκριβώθη ότι αί άνακρίσεις συνεχίζονται κανονικώς και ύπό τήν διεύθυνσιν του άρμοδίου άνακριτού. bbox=[703, 388, 936, 423]
sport-article-b: — Αἱ συναντήσεις τῶν Ἄγγλων. Τήν Πέμπτην ἐν τῷ Σταδίῳ τοῦ Ἄρεως ἡ δ΄ ὁμάς αὐτοῦ θά συναντηθῇ μέ τήν Ἰσχυροτέραν ὁμάδα. — Η Ν. Α. Κ. εἰς Ἀθήνας. — Πρόσκλησις: Ε.Π.Σ.Μ.Θ. bbox=[496, 140, 695, 197]
theatre-ad-title: ΘΕΑΤΡΟΝ Α. ΠΥΡΓΟΥ bbox=[1202, 611, 1318, 649]
